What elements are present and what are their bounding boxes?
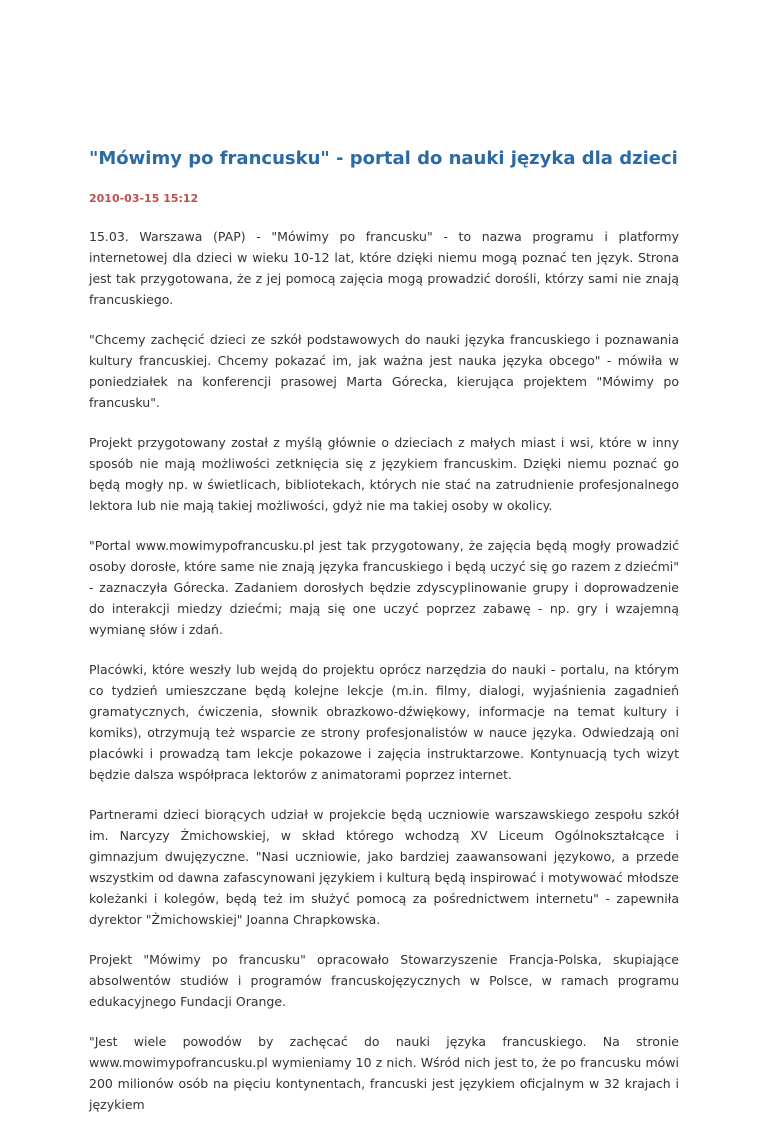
paragraph: "Chcemy zachęcić dzieci ze szkół podstawowych do nauki języka francuskiego i poznawania kultury francuskiej. Chcemy pokazać im, jak ważna jest nauka języka obcego" - mówiła w poniedziałek na konferencji prasowej Marta Górecka, kierująca projektem "Mówimy po francusku".: [89, 332, 679, 410]
paragraph: Partnerami dzieci biorących udział w projekcie będą uczniowie warszawskiego zespołu szkół im. Narcyzy Żmichowskiej, w skład którego wchodzą XV Liceum Ogólnokształcące i gimnazjum dwujęzyczne. "Nasi uczniowie, jako bardziej zaawansowani językowo, a przede wszystkim od dawna zafascynowani językiem i kulturą będą inspirować i motywować młodsze koleżanki i kolegów, będą też im służyć pomocą za pośrednictwem internetu" - zapewniła dyrektor "Żmichowskiej" Joanna Chrapkowska.: [89, 807, 679, 927]
paragraph: Projekt "Mówimy po francusku" opracowało Stowarzyszenie Francja-Polska, skupiające absolwentów studiów i programów francuskojęzycznych w Polsce, w ramach programu edukacyjnego Fundacji Orange.: [89, 952, 679, 1009]
article: [89, 148, 679, 1134]
article-body: [89, 226, 679, 1115]
paragraph: Placówki, które weszły lub wejdą do projektu oprócz narzędzia do nauki - portalu, na którym co tydzień umieszczane będą kolejne lekcje (m.in. filmy, dialogi, wyjaśnienia zagadnień gramatycznych, ćwiczenia, słownik obrazkowo-dźwiękowy, informacje na temat kultury i komiks), otrzymują też wsparcie ze strony profesjonalistów w nauce języka. Odwiedzają oni placówki i prowadzą tam lekcje pokazowe i zajęcia instruktarzowe. Kontynuacją tych wizyt będzie dalsza współpraca lektorów z animatorami poprzez internet.: [89, 662, 679, 782]
publication-date: 2010-03-15 15:12: [89, 192, 199, 205]
paragraph: 15.03. Warszawa (PAP) - "Mówimy po francusku" - to nazwa programu i platformy internetowej dla dzieci w wieku 10-12 lat, które dzięki niemu mogą poznać ten język. Strona jest tak przygotowana, że z jej pomocą zajęcia mogą prowadzić dorośli, którzy sami nie znają francuskiego.: [89, 229, 679, 307]
paragraph: Projekt przygotowany został z myślą głównie o dzieciach z małych miast i wsi, które w inny sposób nie mają możliwości zetknięcia się z językiem francuskim. Dzięki niemu poznać go będą mogły np. w świetlicach, bibliotekach, których nie stać na zatrudnienie profesjonalnego lektora lub nie mają takiej możliwości, gdyż nie ma takiej osoby w okolicy.: [89, 435, 679, 513]
article-title: "Mówimy po francusku" - portal do nauki języka dla dzieci: [89, 148, 678, 169]
paragraph: "Portal www.mowimypofrancusku.pl jest tak przygotowany, że zajęcia będą mogły prowadzić osoby dorosłe, które same nie znają języka francuskiego i będą uczyć się go razem z dziećmi" - zaznaczyła Górecka. Zadaniem dorosłych będzie zdyscyplinowanie grupy i doprowadzenie do interakcji miedzy dziećmi; mają się one uczyć poprzez zabawę - np. gry i wzajemną wymianę słów i zdań.: [89, 538, 679, 637]
paragraph: "Jest wiele powodów by zachęcać do nauki języka francuskiego. Na stronie www.mowimypofrancusku.pl wymieniamy 10 z nich. Wśród nich jest to, że po francusku mówi 200 milionów osób na pięciu kontynentach, francuski jest językiem oficjalnym w 32 krajach i językiem: [89, 1034, 679, 1112]
